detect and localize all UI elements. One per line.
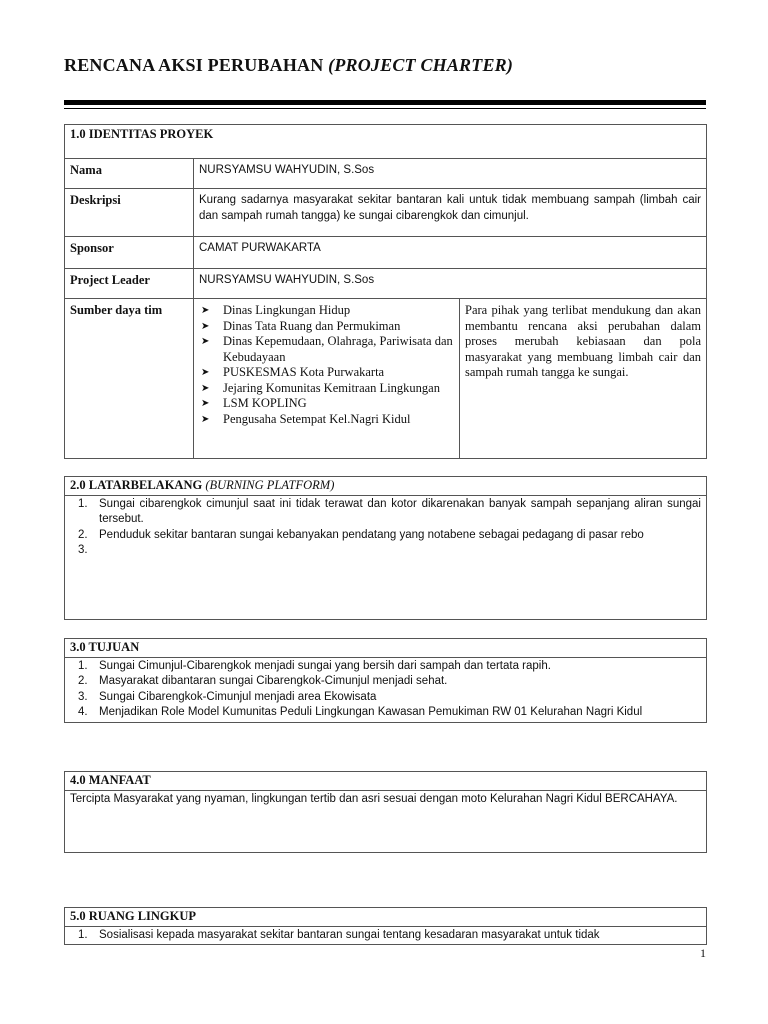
- deskripsi-label: Deskripsi: [65, 189, 194, 237]
- arrow-bullet-icon: ➤: [201, 320, 210, 332]
- page-number: 1: [700, 946, 706, 960]
- tujuan-header: 3.0 TUJUAN: [65, 639, 707, 658]
- deskripsi-value: Kurang sadarnya masyarakat sekitar bantaran kali untuk tidak membuang sampah (limbah cair dan sampah rumah tangga) ke sungai cibarengkok dan cimunjul.: [194, 189, 707, 237]
- ruang-header: 5.0 RUANG LINGKUP: [65, 908, 707, 927]
- project-leader-label: Project Leader: [65, 269, 194, 299]
- list-item: ➤ Dinas Tata Ruang dan Permukiman: [201, 318, 401, 333]
- tujuan-list: [70, 659, 701, 721]
- arrow-bullet-icon: ➤: [201, 367, 210, 378]
- sumber-daya-note: Para pihak yang terlibat mendukung dan akan membantu rencana aksi perubahan dalam proses merubah kebiasaan dan pola masyarakat yang membuang limbah cair dan sampah rumah tangga ke sungai.: [460, 299, 707, 459]
- latar-table: [64, 476, 707, 620]
- latar-body: [65, 495, 707, 619]
- list-item: ➤ Pengusaha Setempat Kel.Nagri Kidul: [201, 411, 411, 426]
- title-rule-thin: [64, 108, 706, 109]
- manfaat-header: 4.0 MANFAAT: [65, 772, 707, 791]
- title-rule-thick: [64, 100, 706, 105]
- arrow-bullet-icon: ➤: [201, 305, 210, 316]
- list-item: 3. Sungai Cibarengkok-Cimunjul menjadi area Ekowisata: [78, 690, 377, 703]
- list-item: 2. Masyarakat dibantaran sungai Cibarengkok-Cimunjul menjadi sehat.: [78, 675, 448, 687]
- latar-header-italic: (BURNING PLATFORM): [205, 478, 335, 492]
- nama-label: Nama: [65, 159, 194, 189]
- list-item: ➤ LSM KOPLING: [201, 396, 307, 410]
- sponsor-label: Sponsor: [65, 237, 194, 269]
- nama-value: NURSYAMSU WAHYUDIN, S.Sos: [194, 159, 707, 189]
- document-title: [64, 55, 513, 76]
- ruang-list: [70, 928, 701, 944]
- list-item: 3.: [78, 544, 88, 556]
- tujuan-table: [64, 638, 707, 723]
- sumber-daya-list: [199, 303, 454, 427]
- list-item: ➤ Dinas Lingkungan Hidup: [201, 303, 351, 317]
- list-item: ➤ Jejaring Komunitas Kemitraan Lingkungan: [201, 380, 440, 395]
- list-item: ➤ Dinas Kepemudaan, Olahraga, Pariwisata dan Kebudayaan: [201, 334, 453, 364]
- sponsor-value: CAMAT PURWAKARTA: [194, 237, 707, 269]
- project-leader-value: NURSYAMSU WAHYUDIN, S.Sos: [194, 269, 707, 299]
- manfaat-table: [64, 771, 707, 853]
- manfaat-body: Tercipta Masyarakat yang nyaman, lingkungan tertib dan asri sesuai dengan moto Kelurahan Nagri Kidul BERCAHAYA.: [65, 790, 707, 852]
- identitas-table: [64, 124, 707, 459]
- list-item: 1. Sosialisasi kepada masyarakat sekitar bantaran sungai tentang kesadaran masyarakat untuk tidak: [78, 928, 600, 941]
- list-item: 1. Sungai Cimunjul-Cibarengkok menjadi sungai yang bersih dari sampah dan tertata rapih.: [78, 659, 551, 672]
- list-item: 2. Penduduk sekitar bantaran sungai kebanyakan pendatang yang notabene sebagai pedagang di pasar rebo: [78, 528, 644, 541]
- title-main: RENCANA AKSI PERUBAHAN: [64, 55, 329, 75]
- arrow-bullet-icon: ➤: [201, 336, 210, 347]
- title-italic: (PROJECT CHARTER): [328, 55, 514, 75]
- list-item: ➤ PUSKESMAS Kota Purwakarta: [201, 365, 385, 379]
- latar-list: [70, 497, 701, 559]
- sumber-daya-label: Sumber daya tim: [65, 299, 194, 459]
- arrow-bullet-icon: ➤: [201, 413, 210, 425]
- arrow-bullet-icon: ➤: [201, 398, 210, 409]
- latar-header: 2.0 LATARBELAKANG (BURNING PLATFORM): [65, 477, 707, 496]
- ruang-table: [64, 907, 707, 945]
- sumber-daya-list-cell: [194, 299, 460, 459]
- identitas-header: 1.0 IDENTITAS PROYEK: [65, 125, 707, 159]
- tujuan-body: [65, 657, 707, 722]
- arrow-bullet-icon: ➤: [201, 382, 210, 394]
- list-item: 4. Menjadikan Role Model Kumunitas Peduli Lingkungan Kawasan Pemukiman RW 01 Kelurahan Nagri Kidul: [78, 706, 643, 718]
- ruang-body: [65, 926, 707, 945]
- list-item: 1. Sungai cibarengkok cimunjul saat ini tidak terawat dan kotor dikarenakan banyak sampah sepanjang aliran sungai tersebut.: [78, 497, 701, 525]
